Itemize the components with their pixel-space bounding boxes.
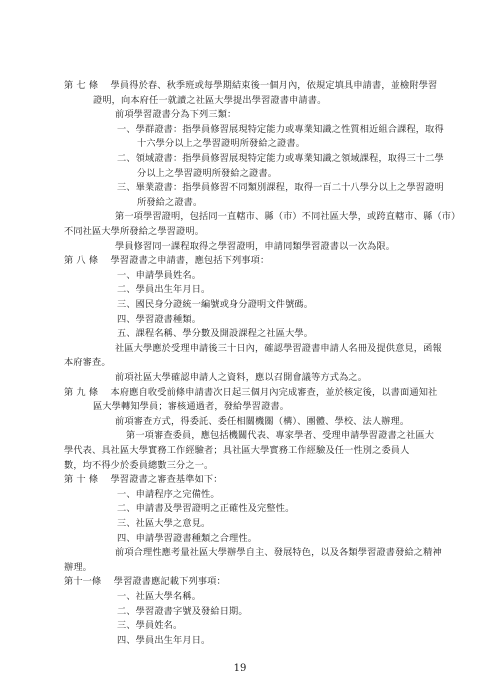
text-line: 前項審查方式，得委託、委任相關機關（構）、團體、學校、法人辦理。	[115, 415, 410, 427]
list-item-continuation: 所發給之證書。	[137, 196, 203, 208]
text-line: 前項社區大學確認申請人之資料，應以召開會議等方式為之。	[115, 372, 368, 383]
list-item: 三、畢業證書：指學員修習不同類別課程，取得一百二十八學分以上之學習證明	[117, 182, 444, 194]
list-item: 一、申請程序之完備性。	[117, 488, 220, 500]
text-line: 數，均不得少於委員總數三分之一。	[64, 459, 214, 471]
text-line: 前項學習證書分為下列三類：	[115, 109, 237, 121]
list-item: 一、申請學員姓名。	[117, 269, 202, 281]
text-line: 辦理。	[64, 561, 93, 573]
list-item: 一、學群證書：指學員修習展現特定能力或專業知識之性質相近組合課程，取得	[117, 123, 444, 135]
list-item: 四、學員出生年月日。	[117, 634, 211, 646]
list-item: 三、社區大學之意見。	[117, 518, 211, 529]
article-8-heading: 第 八 條 學習證書之申請書，應包括下列事項：	[64, 255, 270, 267]
list-item-continuation: 十六學分以上之學習證明所發給之證書。	[137, 138, 306, 150]
text-line: 學代表、具社區大學實務工作經驗者；具社區大學實務工作經驗及任一性別之委員人	[64, 445, 410, 456]
text-line: 不同社區大學所發給之學習證明。	[64, 226, 205, 237]
text-line: 學員修習同一課程取得之學習證明，申請同類學習證書以一次為限。	[115, 240, 396, 252]
page-number: 19	[233, 663, 247, 675]
article-7-heading: 第 七 條 學員得於春、秋季班或每學期結束後一個月內，依規定填具申請書，並檢附學習	[64, 80, 438, 91]
list-item: 三、國民身分證統一編號或身分證明文件號碼。	[117, 299, 314, 310]
list-item: 二、申請書及學習證明之正確性及完整性。	[117, 503, 295, 515]
text-line: 區大學轉知學員；審核通過者，發給學習證書。	[93, 401, 290, 413]
text-line: 證明，向本府任一就讀之社區大學提出學習證書申請書。	[93, 94, 327, 106]
article-10-heading-visible: 第 十 條 學習證書之審查基準如下：	[64, 474, 223, 486]
article-11-heading: 第十一條 學習證書應記載下列事項：	[64, 576, 226, 588]
list-item: 一、社區大學名稱。	[117, 591, 202, 602]
list-item: 四、學習證書種類。	[117, 313, 202, 325]
text-line: 社區大學應於受理申請後三十日內，確認學習證書申請人名冊及提供意見，函報	[115, 342, 442, 354]
list-item-continuation: 分以上之學習證明所發給之證書。	[137, 167, 278, 179]
article-9-heading: 第 九 條 本府應自收受前條申請書次日起三個月內完成審查，並於核定後，以書面通知社	[64, 386, 438, 398]
list-item: 四、申請學習證書種類之合理性。	[117, 532, 258, 544]
list-item: 二、學習證書字號及發給日期。	[117, 605, 248, 617]
text-line: 本府審查。	[64, 357, 111, 369]
text-line: 第一項審查委員，應包括機關代表、專家學者、受理申請學習證書之社區大	[126, 430, 435, 442]
list-item: 三、學員姓名。	[117, 620, 183, 632]
list-item: 五、課程名稱、學分數及開設課程之社區大學。	[117, 328, 314, 340]
list-item: 二、領域證書：指學員修習展現特定能力或專業知識之領域課程，取得三十二學	[117, 153, 444, 164]
text-line: 第一項學習證明，包括同一直轄市、縣（市）不同社區大學，或跨直轄市、縣（市）	[115, 211, 461, 223]
text-line: 前項合理性應考量社區大學辦學自主、發展特色，以及各類學習證書發給之精神	[115, 547, 442, 559]
list-item: 二、學員出生年月日。	[117, 284, 211, 296]
